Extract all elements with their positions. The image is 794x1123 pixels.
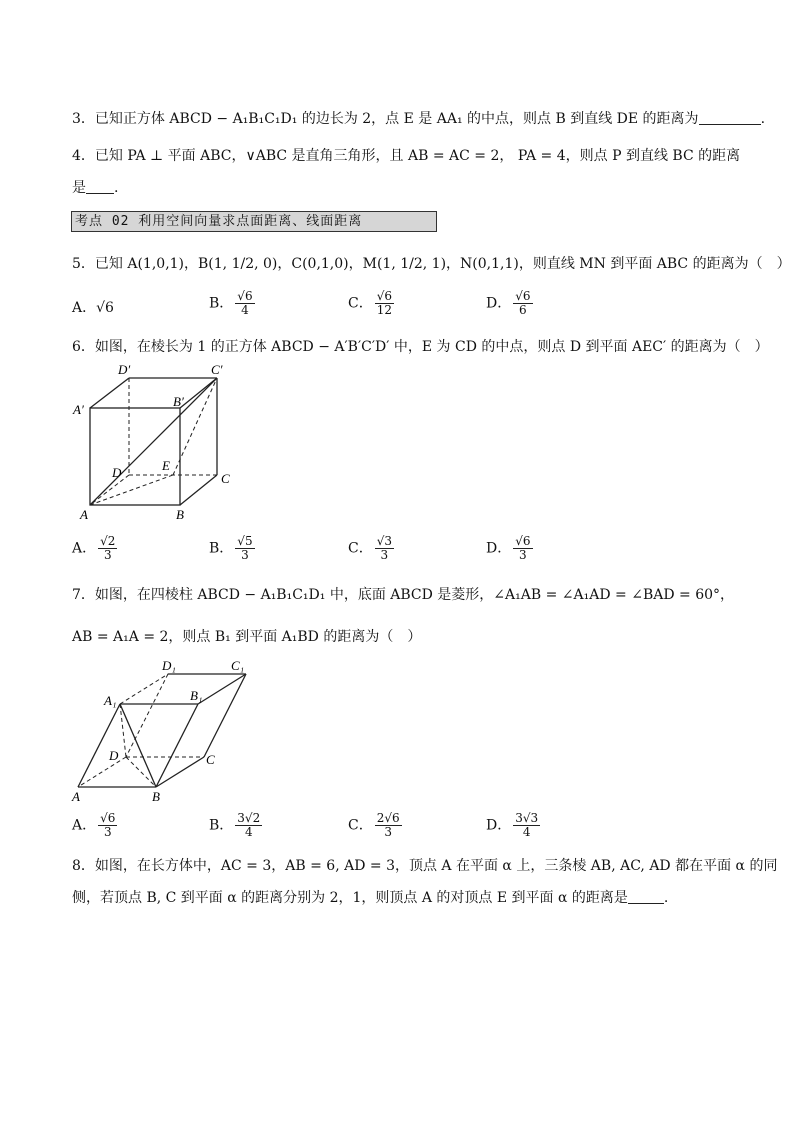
label-A: A — [72, 789, 80, 804]
q5-option-a: A．√6 — [72, 300, 114, 316]
edge — [90, 378, 129, 408]
q5-option-b: B． $\frac{√6}{4}$ — [209, 289, 253, 317]
prism-diagram — [68, 652, 258, 804]
question-8-line2: 侧，若顶点 B, C 到平面 α 的距离分别为 2，1，则顶点 A 的对顶点 E 到平面 α 的距离是 . — [72, 890, 669, 906]
segment-A1B — [120, 704, 156, 787]
label-D1: D₁ — [162, 658, 176, 673]
fraction: $\frac{√6}{12}$ — [376, 289, 392, 317]
label-A1: A₁ — [104, 693, 117, 708]
label-C1: C₁ — [231, 658, 245, 673]
answer-blank — [628, 889, 664, 904]
segment-DB — [126, 757, 156, 787]
label-A: A — [80, 507, 88, 522]
label-D: D — [109, 748, 119, 763]
q5-option-d: D． $\frac{√6}{6}$ — [486, 289, 531, 317]
question-5: 5．已知 A(1,0,1)，B(1, 1/2, 0)，C(0,1,0)，M(1, 1/2, 1)，N(0,1,1)，则直线 MN 到平面 ABC 的距离为（ ） — [72, 256, 791, 272]
section-header: 考点 02 利用空间向量求点面距离、线面距离 — [71, 211, 437, 232]
label-E: E — [162, 458, 170, 473]
q6-option-b: B． $\frac{√5}{3}$ — [209, 534, 253, 562]
hidden-edge — [126, 674, 168, 757]
label-C: C — [206, 752, 215, 767]
label-B: B — [176, 507, 184, 522]
fraction: $\frac{√3}{3}$ — [376, 534, 392, 562]
label-Bp: B′ — [173, 394, 184, 409]
fraction: $\frac{√6}{3}$ — [100, 811, 116, 839]
question-6: 6．如图，在棱长为 1 的正方体 ABCD − A′B′C′D′ 中，E 为 CD 的中点，则点 D 到平面 AEC′ 的距离为（ ） — [72, 339, 769, 355]
q7-option-c: C． $\frac{2√6}{3}$ — [348, 811, 400, 839]
fraction: $\frac{√6}{6}$ — [515, 289, 531, 317]
fraction: $\frac{3√2}{4}$ — [237, 811, 261, 839]
fraction: $\frac{√2}{3}$ — [100, 534, 116, 562]
q6-option-d: D． $\frac{√6}{3}$ — [486, 534, 531, 562]
label-D: D — [112, 465, 122, 480]
fraction: $\frac{√6}{3}$ — [515, 534, 531, 562]
cube-diagram — [70, 362, 240, 522]
edge — [180, 378, 217, 408]
edge — [78, 704, 120, 787]
label-B: B — [152, 789, 160, 804]
question-7-line1: 7．如图，在四棱柱 ABCD − A₁B₁C₁D₁ 中，底面 ABCD 是菱形，∠A₁AB = ∠A₁AD = ∠BAD = 60°， — [72, 587, 735, 603]
segment-AE — [90, 475, 173, 505]
answer-blank — [699, 110, 761, 125]
fraction: $\frac{3√3}{4}$ — [515, 811, 539, 839]
q7-option-a: A． $\frac{√6}{3}$ — [72, 811, 116, 839]
hidden-edge — [90, 475, 129, 505]
q7-option-b: B． $\frac{3√2}{4}$ — [209, 811, 261, 839]
fraction: $\frac{√5}{3}$ — [237, 534, 253, 562]
answer-blank — [86, 179, 114, 194]
question-4-line2: 是 . — [72, 180, 119, 196]
q6-option-c: C． $\frac{√3}{3}$ — [348, 534, 392, 562]
question-8-line1: 8．如图，在长方体中，AC = 3，AB = 6, AD = 3，顶点 A 在平面 α 上，三条棱 AB, AC, AD 都在平面 α 的同 — [72, 858, 778, 874]
fraction: $\frac{√6}{4}$ — [237, 289, 253, 317]
label-C: C — [221, 471, 230, 486]
question-7-line2: AB = A₁A = 2，则点 B₁ 到平面 A₁BD 的距离为（ ） — [72, 629, 422, 645]
front-face — [90, 408, 180, 505]
q6-option-a: A． $\frac{√2}{3}$ — [72, 534, 116, 562]
label-Ap: A′ — [73, 402, 84, 417]
q7-option-d: D． $\frac{3√3}{4}$ — [486, 811, 539, 839]
question-3: 3．已知正方体 ABCD − A₁B₁C₁D₁ 的边长为 2，点 E 是 AA₁ 的中点，则点 B 到直线 DE 的距离为 . — [72, 111, 766, 127]
q5-option-c: C． $\frac{√6}{12}$ — [348, 289, 392, 317]
label-B1: B₁ — [190, 688, 203, 703]
diagonal-AC1 — [90, 378, 217, 505]
question-4-line1: 4．已知 PA ⊥ 平面 ABC，∨ABC 是直角三角形，且 AB = AC = 2， PA = 4，则点 P 到直线 BC 的距离 — [72, 148, 741, 164]
fraction: $\frac{2√6}{3}$ — [376, 811, 400, 839]
edge — [180, 475, 217, 505]
label-Cp: C′ — [211, 362, 223, 377]
label-Dp: D′ — [118, 362, 131, 377]
